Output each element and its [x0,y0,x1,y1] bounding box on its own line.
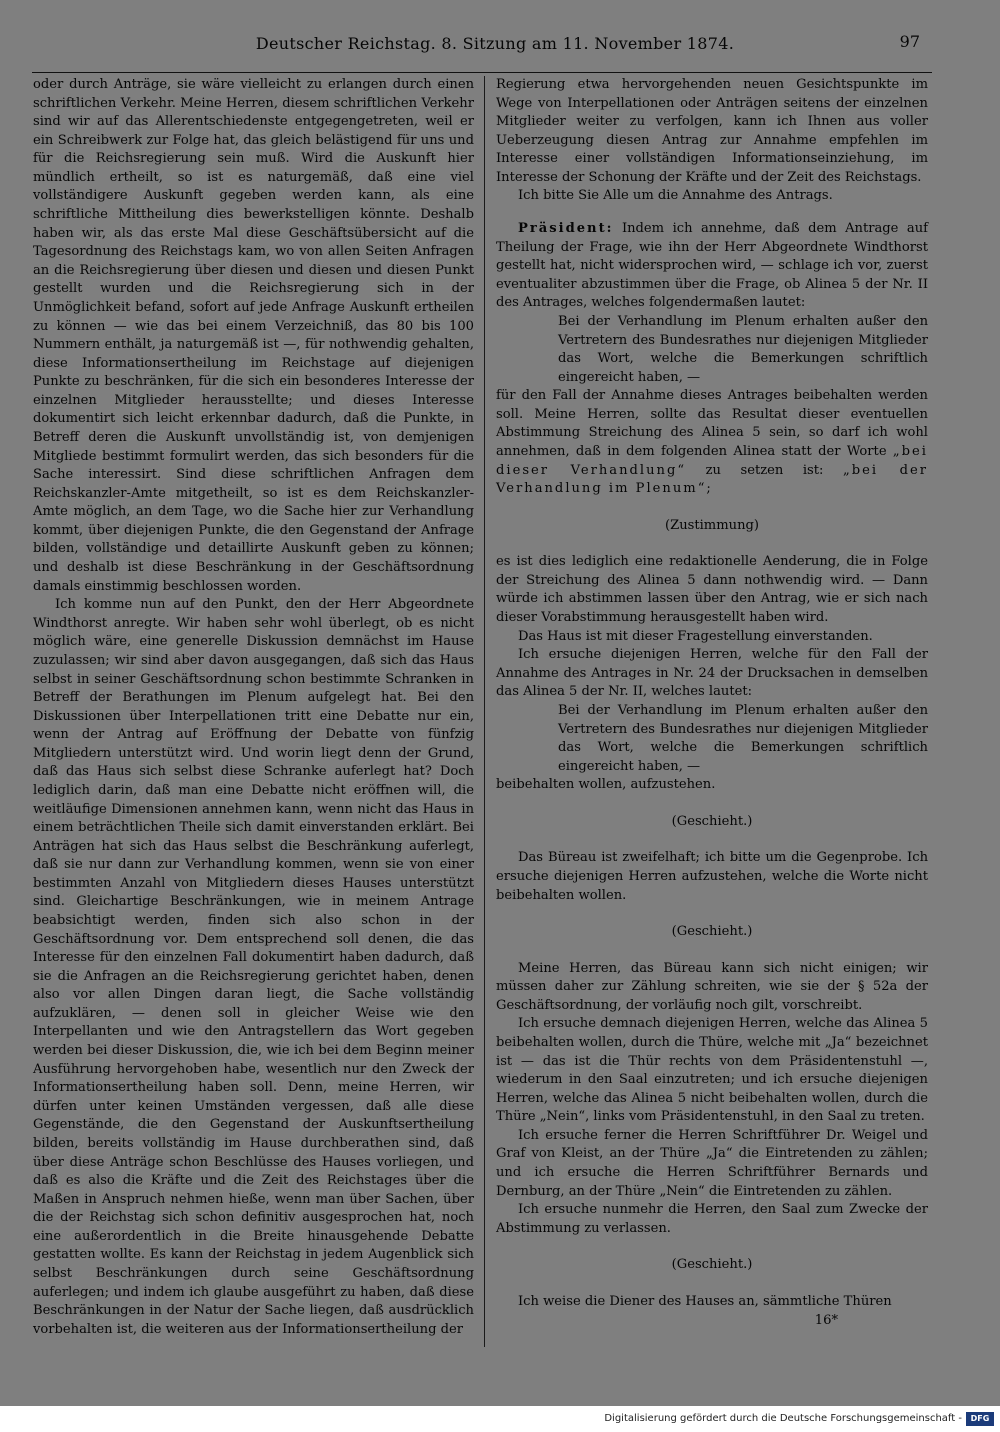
text-run: zu setzen ist: [686,462,843,478]
right-paragraph-7: Ich ersuche diejenigen Herren, welche für den Fall der Annahme des Antrages in Nr. 24 der Drucksachen in demselben das Alinea 5 der Nr. II, welches lautet: [496,647,928,700]
right-paragraph-8: beibehalten wollen, aufzustehen. [496,777,716,793]
text-run: ; [706,481,711,497]
right-paragraph-9: Das Büreau ist zweifelhaft; ich bitte um die Gegenprobe. Ich ersuche diejenigen Herren aufzustehen, welche die Worte nicht beibehalten wollen. [496,850,928,903]
spaced-phrase-1: „bei dieser Verhandlung“ [496,443,928,478]
right-paragraph-1: Regierung etwa hervorgehenden neuen Gesichtspunkte im Wege von Interpellationen oder Anträgen seitens der einzelnen Mitglieder weiter zu verfolgen, kann ich Ihnen aus voller Ueberzeugung diesen Antrag zur Annahme empfehlen im Interesse einer vollständigen Informationseinziehung, im Interesse der Schonung der Kräfte und der Zeit des Reichstags. [496,77,928,185]
spacer [496,1275,928,1293]
remark-geschieht-2: (Geschieht.) [671,924,753,940]
left-column [33,76,474,1339]
right-paragraph-11: Ich ersuche demnach diejenigen Herren, welche das Alinea 5 beibehalten wollen, durch die Thüre, welche mit „Ja“ bezeichnet ist — das ist die Thür rechts von dem Präsidentenstuhl —, wiederum in den Saal einzutreten; und ich ersuche diejenigen Herren, welche das Alinea 5 nicht beibehalten wollen, durch die Thüre „Nein“, links vom Präsidentenstuhl, in den Saal zu treten. [496,1016,928,1125]
spacer [496,535,928,553]
signature-mark: 16* [814,1312,838,1328]
president-text: Indem ich annehme, daß dem Antrage auf Theilung der Frage, wie ihn der Herr Abgeordnete Windthorst gestellt hat, nicht widersprochen wird, — schlage ich vor, zuerst eventualiter abzustimmen über die Frage, ob Alinea 5 der Nr. II des Antrages, welches folgendermaßen lautet: [496,221,928,311]
left-paragraph-1: oder durch Anträge, sie wäre vielleicht zu erlangen durch einen schriftlichen Verkehr. Meine Herren, diesem schriftlichen Verkehr sind wir auf das Allerentschiedenste entgegengetreten, weil er ein Schreibwerk zur Folge hat, das gleich belästigend für uns und für die Reichsregierung sein muß. Wird die Auskunft hier mündlich ertheilt, so ist es naturgemäß, daß eine viel vollständigere Auskunft gegeben werden kann, als eine schriftliche Mittheilung dies bewerkstelligen könnte. Deshalb haben wir, als das erste Mal diese Geschäftsübersicht auf die Tagesordnung des Reichstags kam, wo von allen Seiten Anfragen an die Reichsregierung über diesen und diesen und diesen Punkt gestellt wurden und die Reichsregierung sich in der Unmöglichkeit befand, sofort auf jede Anfrage Auskunft ertheilen zu können — wie das bei einem Verzeichniß, das 80 bis 100 Nummern enthält, ja naturgemäß ist —, für nothwendig gehalten, diese Informationsertheilung im Reichstage auf diejenigen Punkte zu beschränken, für die sich ein besonderes Interesse der einzelnen Mitglieder herausstellte; und dieses Interesse dokumentirt sich leicht erkennbar dadurch, daß die Punkte, in Betreff deren die Auskunft unvollständig ist, von demjenigen Mitgliede bestimmt formulirt werden, das sich besonders für die Sache interessirt. Sind diese schriftlichen Anfragen dem Reichskanzler-Amte mitgetheilt, so ist es dem Reichskanzler-Amte möglich, an dem Tage, wo die Sache hier zur Verhandlung kommt, über diejenigen Punkte, die den Gegenstand der Anfrage bilden, vollständige und detaillirte Auskunft geben zu können; und deshalb ist diese Beschränkung in der Geschäftsordnung damals einstimmig beschlossen worden. [33,77,474,594]
funding-note: Digitalisierung gefördert durch die Deutsche Forschungsgemeinschaft - [604,1413,962,1424]
right-paragraph-2: Ich bitte Sie Alle um die Annahme des Antrags. [518,188,833,204]
text-run: für den Fall der Annahme dieses Antrages beibehalten werden soll. Meine Herren, sollte das Resultat dieser eventuellen Abstimmung Streichung des Alinea 5 sein, so darf ich wohl annehmen, daß in dem folgenden Alinea statt der Worte [496,388,928,459]
page-number: 97 [899,32,920,51]
right-paragraph-10: Meine Herren, das Büreau kann sich nicht einigen; wir müssen daher zur Zählung schreiten, wie sie der § 52a der Geschäftsordnung, der vorläufig noch gilt, vorschreibt. [496,960,928,1013]
quoted-alinea-2: Bei der Verhandlung im Plenum erhalten außer den Vertretern des Bundesrathes nur diejenigen Mitglieder das Wort, welche die Bemerkungen schriftlich eingereicht haben, — [558,702,928,774]
left-paragraph-2: Ich komme nun auf den Punkt, den der Herr Abgeordnete Windthorst anregte. Wir haben sehr wohl überlegt, ob es nicht möglich wäre, eine generelle Diskussion demnächst im Hause zuzulassen; wir sind aber davon ausgegangen, daß sich das Haus selbst in seiner Geschäftsordnung schon bestimmte Schranken in Betreff der Berathungen im Plenum aufgelegt hat. Bei den Diskussionen über Interpellationen tritt eine Debatte nur ein, wenn der Antrag auf Eröffnung der Debatte von fünfzig Mitgliedern unterstützt wird. Und worin liegt denn der Grund, daß das Haus sich selbst diese Schranke auferlegt hat? Doch lediglich darin, daß man eine Debatte nicht eröffnen will, die weitläufige Dimensionen annehmen kann, wenn nicht das Haus in einem beträchtlichen Theile sich damit einverstanden erklärt. Bei Anträgen hat sich das Haus selbst die Beschränkung auferlegt, daß sie nur dann zur Verhandlung kommen, wenn sie von einer bestimmten Anzahl von Mitgliedern dieses Hauses unterstützt sind. Gleichartige Beschränkungen, wie in meinem Antrage beabsichtigt werden, finden sich also schon in der Geschäftsordnung vor. Dem entsprechend soll denen, die das Interesse für den einzelnen Fall dokumentirt haben dadurch, daß sie die Anfragen an die Reichsregierung gerichtet haben, denen also vor allen Dingen daran liegt, die Sache vollständig aufzuklären, — denen soll in gleicher Weise wie den Interpellanten und wie den Antragstellern das Wort gegeben werden bei dieser Diskussion, die, wie ich bei dem Beginn meiner Ausführung hervorgehoben habe, wesentlich nur den Zweck der Informationsertheilung haben soll. Denn, meine Herren, wir dürfen unter keinen Umständen vergessen, daß alle diese Gegenstände, die den Gegenstand der Auskunftsertheilung bilden, bereits vollständig im Hause durchberathen sind, daß über diese Anträge schon Beschlüsse des Hauses vorliegen, und daß es also die Kräfte und die Zeit des Reichstages über die Maßen in Anspruch nehmen hieße, wenn man über Sachen, über die der Reichstag sich schon definitiv ausgesprochen hat, noch eine außerordentlich in die Breite hinausgehende Debatte gestatten wollte. Es kann der Reichstag in jedem Augenblick sich selbst Beschränkungen durch seine Geschäftsordnung auferlegen; und indem ich glaube ausgeführt zu haben, daß diese Beschränkungen in der Natur der Sache liegen, daß ausdrücklich vorbehalten ist, die weiteren aus der Informationsertheilung der [33,597,474,1337]
spacer [496,905,928,923]
spacer [496,831,928,849]
running-title: Deutscher Reichstag. 8. Sitzung am 11. November 1874. [255,34,735,53]
right-paragraph-4 [496,387,928,498]
remark-geschieht-3: (Geschieht.) [671,1257,753,1273]
spacer [496,1238,928,1256]
footer-bar [0,1406,1000,1432]
spacer [496,942,928,960]
quoted-alinea-1: Bei der Verhandlung im Plenum erhalten außer den Vertretern des Bundesrathes nur diejenigen Mitglieder das Wort, welche die Bemerkungen schriftlich eingereicht haben, — [558,313,928,385]
dfg-logo: DFG [966,1412,994,1426]
right-paragraph-12: Ich ersuche ferner die Herren Schriftführer Dr. Weigel und Graf von Kleist, an der Thüre „Ja“ die Eintretenden zu zählen; und ich ersuche die Herren Schriftführer Bernards und Dernburg, an der Thüre „Nein“ die Eintretenden zu zählen. [496,1127,928,1199]
right-column [496,76,928,1330]
spacer [496,206,928,220]
right-paragraph-13: Ich ersuche nunmehr die Herren, den Saal zum Zwecke der Abstimmung zu verlassen. [496,1202,928,1236]
president-paragraph [496,220,928,313]
spacer [496,499,928,517]
header-rule [32,72,932,73]
page-header [30,30,960,60]
speaker-name: Präsident: [518,221,614,237]
right-paragraph-6: Das Haus ist mit dieser Fragestellung einverstanden. [518,628,873,644]
right-paragraph-5: es ist dies lediglich eine redaktionelle Aenderung, die in Folge der Streichung des Alinea 5 dann nothwendig wird. — Dann würde ich abstimmen lassen über den Antrag, wie er sich nach dieser Vorabstimmung herausgestellt haben wird. [496,554,928,626]
spaced-phrase-2: „bei der Verhandlung im Plenum“ [496,462,929,497]
column-divider [484,76,485,1347]
remark-zustimmung: (Zustimmung) [665,517,759,533]
right-paragraph-14: Ich weise die Diener des Hauses an, sämmtliche Thüren [518,1293,892,1309]
remark-geschieht-1: (Geschieht.) [671,813,753,829]
spacer [496,795,928,813]
